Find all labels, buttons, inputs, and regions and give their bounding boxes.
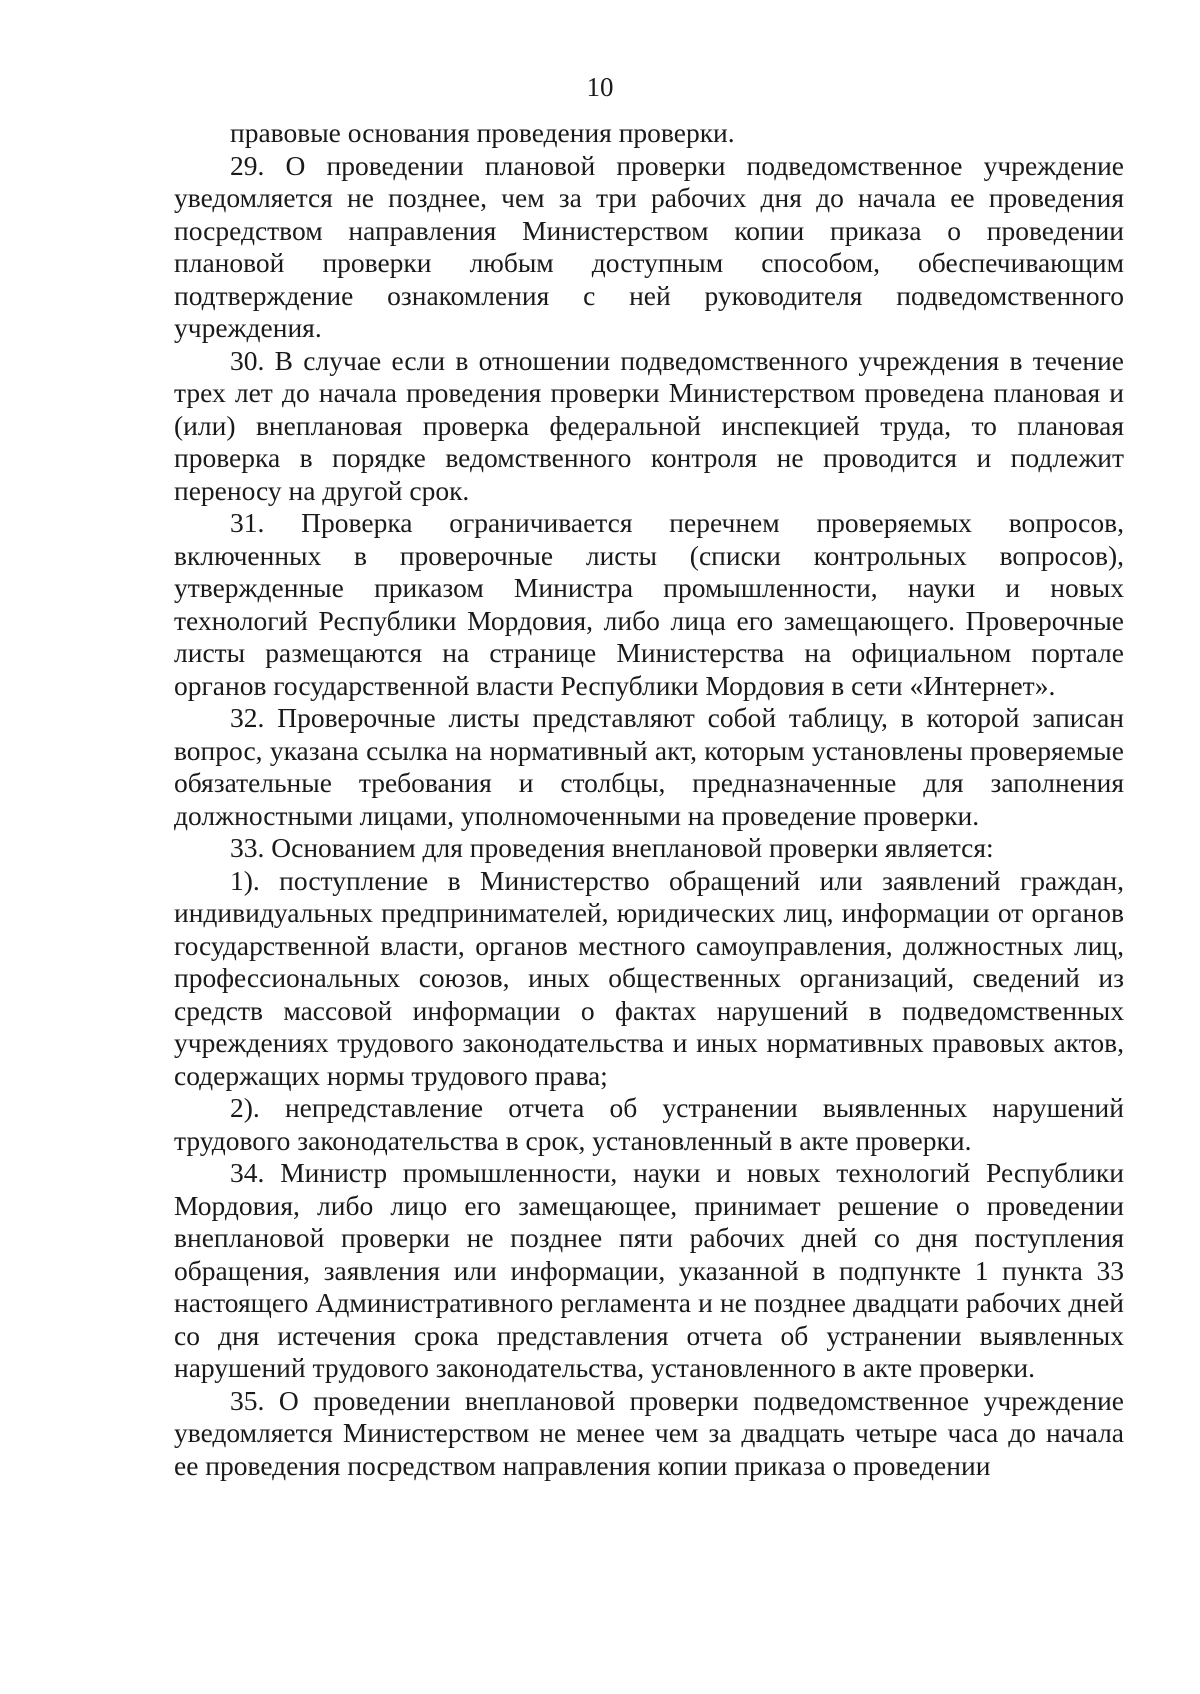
paragraph-29: 29. О проведении плановой проверки подведомственное учреждение уведомляется не позднее, чем за три рабочих дня до начала ее проведения посредством направления Министерством копии приказа о проведении плановой проверки любым доступным способом, обеспечивающим подтверждение ознакомления с ней руководителя подведомственного учреждения. <box>174 149 1124 343</box>
paragraph-32: 32. Проверочные листы представляют собой таблицу, в которой записан вопрос, указана ссылка на нормативный акт, которым установлены проверяемые обязательные требования и столбцы, предназначенные для заполнения должностными лицами, уполномоченными на проведение проверки. <box>174 702 1124 831</box>
page-number: 10 <box>586 72 614 102</box>
paragraph-33-item-2: 2). непредставление отчета об устранении выявленных нарушений трудового законодательства в срок, установленный в акте проверки. <box>174 1092 1124 1156</box>
paragraph-31: 31. Проверка ограничивается перечнем проверяемых вопросов, включенных в проверочные листы (списки контрольных вопросов), утвержденные приказом Министра промышленности, науки и новых технологий Республики Мордовия, либо лица его замещающего. Проверочные листы размещаются на странице Министерства на официальном портале органов государственной власти Республики Мордовия в сети «Интернет». <box>174 507 1124 701</box>
paragraph-continuation: правовые основания проведения проверки. <box>230 117 735 148</box>
paragraph-34: 34. Министр промышленности, науки и новых технологий Республики Мордовия, либо лицо его замещающее, принимает решение о проведении внеплановой проверки не позднее пяти рабочих дней со дня поступления обращения, заявления или информации, указанной в подпункте 1 пункта 33 настоящего Административного регламента и не позднее двадцати рабочих дней со дня истечения срока представления отчета об устранении выявленных нарушений трудового законодательства, установленного в акте проверки. <box>174 1157 1124 1383</box>
paragraph-33: 33. Основанием для проведения внеплановой проверки является: <box>230 832 994 863</box>
paragraph-35: 35. О проведении внеплановой проверки подведомственное учреждение уведомляется Министерством не менее чем за двадцать четыре часа до начала ее проведения посредством направления копии приказа о проведении <box>174 1384 1124 1481</box>
document-body <box>174 117 1124 1482</box>
paragraph-33-item-1: 1). поступление в Министерство обращений или заявлений граждан, индивидуальных предпринимателей, юридических лиц, информации от органов государственной власти, органов местного самоуправления, должностных лиц, профессиональных союзов, иных общественных организаций, сведений из средств массовой информации о фактах нарушений в подведомственных учреждениях трудового законодательства и иных нормативных правовых актов, содержащих нормы трудового права; <box>174 864 1124 1091</box>
paragraph-30: 30. В случае если в отношении подведомственного учреждения в течение трех лет до начала проведения проверки Министерством проведена плановая и (или) внеплановая проверка федеральной инспекцией труда, то плановая проверка в порядке ведомственного контроля не проводится и подлежит переносу на другой срок. <box>174 344 1124 506</box>
